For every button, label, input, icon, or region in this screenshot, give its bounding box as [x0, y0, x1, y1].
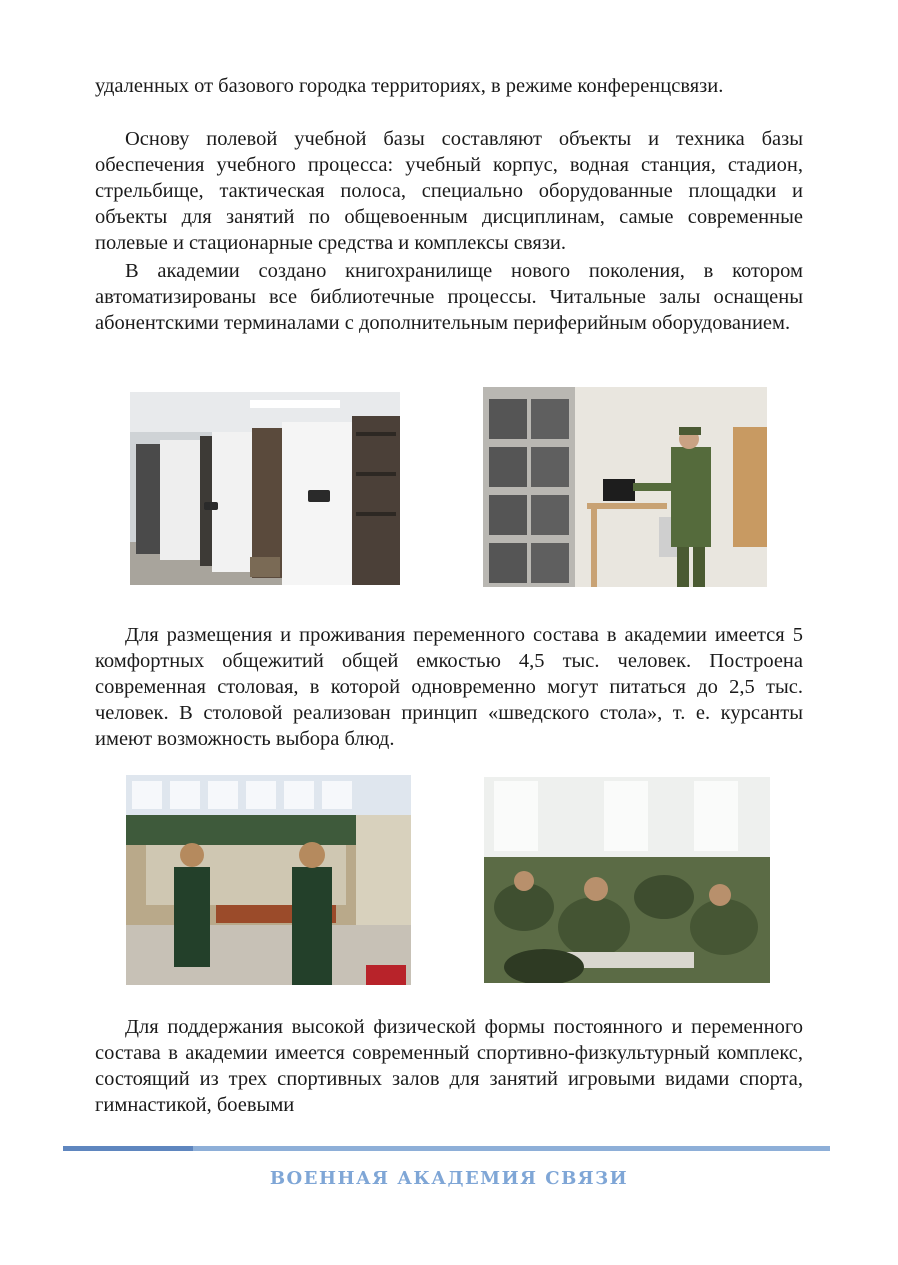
buffet-line-photo: [126, 775, 411, 985]
paragraph-continuation: удаленных от базового городка территориях, в режиме конференцсвязи.: [95, 75, 724, 97]
paragraph-sports-complex: Для поддержания высокой физической формы постоянного и переменного состава в академии имеется современный спортивно-физкультурный комплекс, состоящий из трех спортивных залов для занятий игровыми видами спорта, гимнастикой, боевыми: [95, 1016, 803, 1116]
paragraph-dormitory-canteen: Для размещения и проживания переменного состава в академии имеется 5 комфортных общежитий общей емкостью 4,5 тыс. человек. Построена современная столовая, в которой одновременно могут питаться до 2,5 тыс. человек. В столовой реализован принцип «шведского стола», т. е. курсанты имеют возможность выбора блюд.: [95, 624, 803, 750]
footer-title: ВОЕННАЯ АКАДЕМИЯ СВЯЗИ: [269, 1168, 629, 1189]
paragraph-field-base: Основу полевой учебной базы составляют объекты и техника базы обеспечения учебного процесса: учебный корпус, водная станция, стадион, стрельбище, тактическая полоса, специально оборудованные площадки и объекты для занятий по общевоенным дисциплинам, самые современные полевые и стационарные средства и комплексы связи.: [95, 128, 803, 254]
footer-divider: [63, 1146, 830, 1151]
dining-hall-photo: [484, 777, 770, 983]
reading-terminal-photo: [483, 387, 767, 587]
paragraph-library: В академии создано книгохранилище нового поколения, в котором автоматизированы все библиотечные процессы. Читальные залы оснащены абонентскими терминалами с дополнительным периферийным оборудованием.: [95, 260, 803, 334]
library-shelves-photo: [130, 392, 400, 585]
